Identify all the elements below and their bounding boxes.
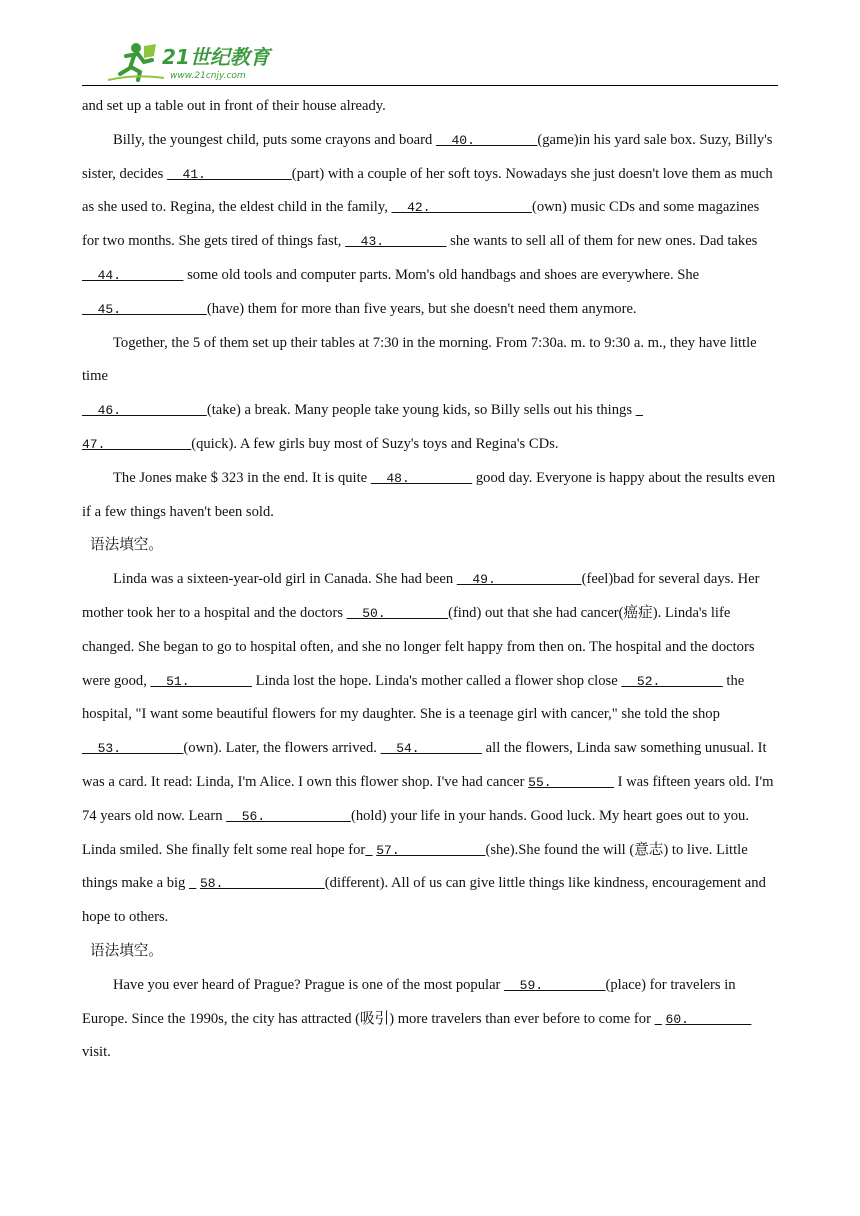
text-run: (have) them for more than five years, but she doesn't need them anymore. xyxy=(206,300,637,317)
text-run: (part) with a couple of her soft toys. Nowadays she just doesn't love them as much as she used to. Regina, the eldest child in the family, xyxy=(82,165,773,216)
answer-blank[interactable]: 42. xyxy=(391,200,532,216)
text-run: Linda was a sixteen-year-old girl in Canada. She had been xyxy=(113,571,457,588)
answer-blank[interactable] xyxy=(365,842,372,858)
answer-blank[interactable]: 54. xyxy=(380,741,483,757)
text-run: some old tools and computer parts. Mom's old handbags and shoes are everywhere. She xyxy=(183,266,700,283)
document-body xyxy=(82,90,778,1070)
answer-blank[interactable]: 48. xyxy=(370,470,473,486)
header-rule xyxy=(82,85,778,86)
answer-blank[interactable]: 49. xyxy=(456,572,582,588)
answer-blank[interactable]: 50. xyxy=(346,605,449,621)
paragraph xyxy=(82,969,778,1070)
section-label xyxy=(82,935,778,969)
text-run: (different). All of us can give little things like kindness, encouragement and hope to others. xyxy=(82,875,766,926)
answer-blank[interactable]: 52. xyxy=(621,673,723,689)
runner-icon xyxy=(108,43,164,80)
logo-title: 21世纪教育 xyxy=(162,45,270,69)
answer-blank[interactable]: 43. xyxy=(345,234,447,250)
text-run: (hold) your life in your hands. Good luck. My heart goes out to you. Linda smiled. She finally felt some real hope for xyxy=(82,807,749,858)
paragraph xyxy=(82,90,778,124)
answer-blank[interactable]: 55. xyxy=(528,774,614,790)
page-header xyxy=(82,38,778,86)
answer-blank[interactable] xyxy=(655,1011,662,1027)
text-run: all the flowers, Linda saw something unusual. It was a card. It read: Linda, I'm Alice. I own this flower shop. I've had cancer xyxy=(82,740,767,790)
21cnjy-logo xyxy=(104,40,284,84)
text-run: the hospital, "I want some beautiful flowers for my daughter. She is a teenage girl with cancer," she told the shop xyxy=(82,672,745,723)
answer-blank[interactable]: 41. xyxy=(166,166,292,182)
text-run: Have you ever heard of Prague? Prague is one of the most popular xyxy=(113,976,505,993)
answer-blank[interactable]: 58. xyxy=(199,876,325,892)
text-run: (own) music CDs and some magazines for two months. She gets tired of things fast, xyxy=(82,199,760,250)
answer-blank[interactable]: 45. xyxy=(82,301,207,317)
text-run: (take) a break. Many people take young kids, so Billy sells out his things xyxy=(206,402,636,419)
answer-blank[interactable]: 51. xyxy=(150,673,252,689)
paragraph xyxy=(82,563,778,935)
answer-blank[interactable]: 56. xyxy=(226,808,351,824)
answer-blank[interactable]: 57. xyxy=(376,842,486,858)
text-run: (game)in his yard sale box. Suzy, Billy's sister, decides xyxy=(82,131,773,182)
text-run: (quick). A few girls buy most of Suzy's toys and Regina's CDs. xyxy=(191,435,559,452)
logo-url: www.21cnjy.com xyxy=(170,71,246,81)
text-run: Together, the 5 of them set up their tables at 7:30 in the morning. From 7:30a. m. to 9:30 a. m., they have little time xyxy=(82,334,757,385)
text-run: (she).She found the will (意志) to live. Little things make a big xyxy=(82,841,748,892)
text-run: 语法填空。 xyxy=(90,942,163,959)
answer-blank[interactable]: 47. xyxy=(82,436,192,452)
paragraph xyxy=(82,327,778,395)
answer-blank[interactable]: 46. xyxy=(82,403,207,419)
text-run: visit. xyxy=(82,1044,111,1061)
answer-blank[interactable]: 53. xyxy=(82,741,184,757)
text-run: (place) for travelers in Europe. Since the 1990s, the city has attracted (吸引) more travelers than ever before to come for xyxy=(82,976,736,1027)
paragraph xyxy=(82,394,778,462)
text-run: I was fifteen years old. I'm 74 years old now. Learn xyxy=(82,773,774,824)
text-run: (own). Later, the flowers arrived. xyxy=(183,740,381,757)
text-run: The Jones make $ 323 in the end. It is quite xyxy=(113,469,371,486)
section-label xyxy=(82,529,778,563)
text-run: Billy, the youngest child, puts some crayons and board xyxy=(113,131,436,148)
text-run: Linda lost the hope. Linda's mother called a flower shop close xyxy=(251,672,622,689)
text-run: she wants to sell all of them for new ones. Dad takes xyxy=(446,233,758,250)
answer-blank[interactable]: 60. xyxy=(665,1011,752,1027)
text-run: 语法填空。 xyxy=(90,537,163,554)
paragraph xyxy=(82,124,778,327)
text-run: (feel)bad for several days. Her mother took her to a hospital and the doctors xyxy=(82,571,760,621)
text-run: and set up a table out in front of their house already. xyxy=(82,98,386,114)
text-run: good day. Everyone is happy about the results even if a few things haven't been sold. xyxy=(82,469,776,520)
answer-blank[interactable] xyxy=(636,402,643,418)
answer-blank[interactable]: 44. xyxy=(82,267,184,283)
answer-blank[interactable]: 59. xyxy=(504,977,606,993)
answer-blank[interactable]: 40. xyxy=(435,132,538,148)
paragraph xyxy=(82,462,778,530)
text-run: (find) out that she had cancer(癌症). Linda's life changed. She began to go to hospital often, and she no longer felt happy from then on. The hospital and the doctors were good, xyxy=(82,604,755,689)
